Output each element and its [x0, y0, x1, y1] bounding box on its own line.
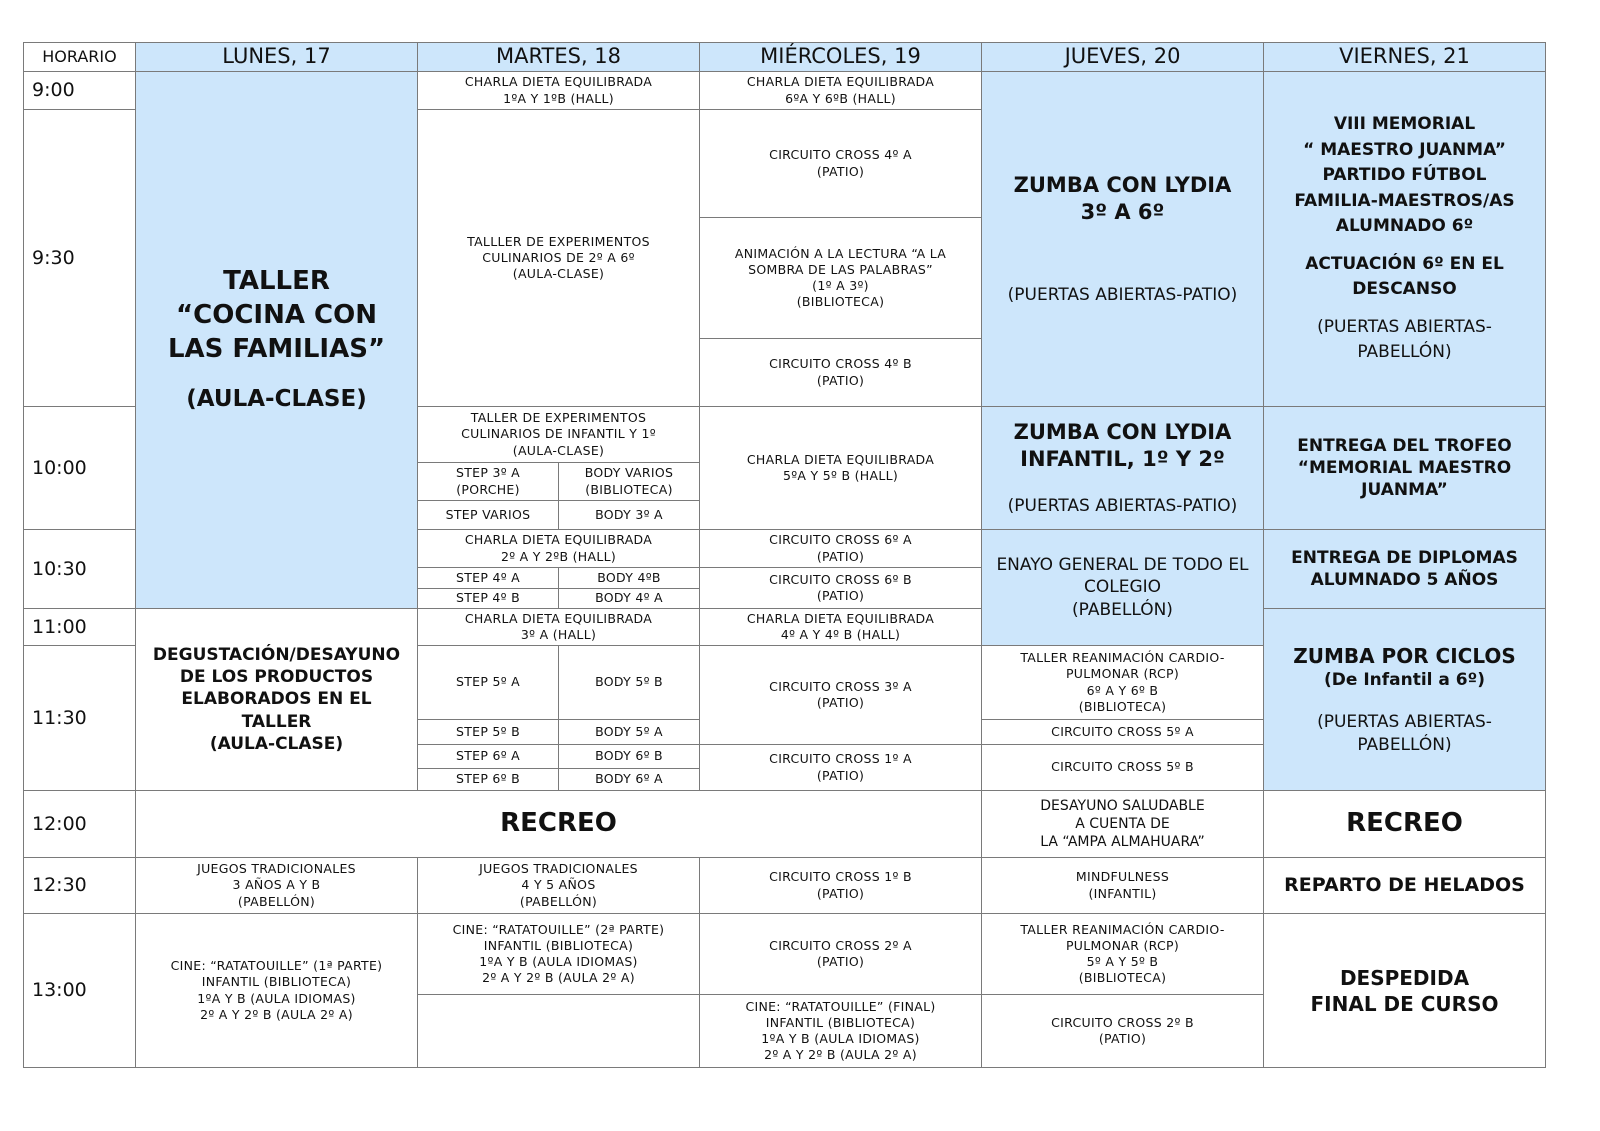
- activity-title: DESPEDIDA: [1339, 965, 1470, 990]
- activity-line: (BIBLIOTECA): [585, 481, 673, 497]
- activity-title: REPARTO DE HELADOS: [1284, 874, 1525, 897]
- activity-line: JUEGOS TRADICIONALES: [479, 861, 638, 877]
- activity-zumba-3-6: [981, 71, 1264, 407]
- activity-charla-2: [417, 529, 700, 568]
- activity-line: 2º A Y 2ºB (HALL): [500, 548, 617, 564]
- activity-charla-3: [417, 608, 700, 646]
- activity-line: 4 Y 5 AÑOS: [521, 877, 596, 893]
- header-day-miercoles: [699, 42, 982, 72]
- activity-title: TALLER: [223, 266, 330, 297]
- activity-step-5b: [417, 719, 559, 745]
- activity-line: CIRCUITO CROSS 4º A: [769, 147, 912, 163]
- activity-line: (PATIO): [816, 954, 865, 969]
- activity-line: TALLER DE EXPERIMENTOS: [470, 410, 647, 426]
- activity-line: (PATIO): [1098, 1031, 1147, 1046]
- activity-title: FINAL DE CURSO: [1310, 991, 1499, 1016]
- activity-title: ZUMBA CON LYDIA: [1013, 419, 1232, 444]
- activity-line: CIRCUITO CROSS 6º A: [769, 532, 912, 548]
- activity-line: (PATIO): [816, 163, 865, 179]
- activity-taller-cocina: [135, 71, 418, 609]
- activity-charla-5: [699, 406, 982, 530]
- activity-line: “ MAESTRO JUANMA”: [1303, 139, 1506, 160]
- activity-line: FAMILIA-MAESTROS/AS: [1294, 190, 1515, 211]
- activity-line: 2º A Y 2º B (AULA 2º A): [764, 1047, 917, 1063]
- activity-line: CIRCUITO CROSS 1º A: [769, 751, 912, 767]
- activity-reparto-helados: [1263, 857, 1546, 914]
- activity-cross-5b: [981, 744, 1264, 791]
- activity-line: ENAYO GENERAL DE TODO EL: [996, 555, 1249, 576]
- activity-body-5a: [558, 719, 700, 745]
- activity-line: (AULA-CLASE): [512, 442, 605, 458]
- time-label: 13:00: [32, 979, 87, 1002]
- time-slot: [23, 608, 136, 646]
- activity-line: ALUMNADO 6º: [1335, 216, 1474, 237]
- activity-line: BODY 5º B: [595, 674, 663, 690]
- activity-location: (PUERTAS ABIERTAS-: [1317, 712, 1492, 733]
- activity-line: PULMONAR (RCP): [1065, 937, 1180, 953]
- activity-line: TALLER REANIMACIÓN CARDIO-: [1020, 650, 1225, 665]
- time-slot: [23, 529, 136, 609]
- activity-juegos-3anos: [135, 857, 418, 914]
- activity-line: 3º A (HALL): [520, 627, 597, 642]
- activity-line: 2º A Y 2º B (AULA 2º A): [200, 1006, 353, 1022]
- time-label: 12:30: [32, 874, 87, 897]
- activity-cross-2b: [981, 994, 1264, 1068]
- activity-step-6b: [417, 768, 559, 791]
- activity-charla-1: [417, 71, 700, 110]
- activity-line: (PATIO): [816, 767, 865, 783]
- activity-animacion-lectura: [699, 217, 982, 339]
- activity-line: ACTUACIÓN 6º EN EL: [1305, 253, 1504, 274]
- time-slot: [23, 645, 136, 791]
- activity-cross-6b: [699, 567, 982, 609]
- activity-title: ZUMBA POR CICLOS: [1293, 644, 1516, 669]
- activity-line: MINDFULNESS: [1075, 869, 1170, 885]
- activity-body-4a: [558, 588, 700, 609]
- activity-line: (PABELLÓN): [237, 893, 316, 909]
- activity-line: DE LOS PRODUCTOS: [179, 667, 374, 688]
- activity-line: STEP 6º B: [455, 771, 521, 787]
- header-horario-label: HORARIO: [42, 46, 117, 66]
- activity-ensayo-general: [981, 529, 1264, 646]
- time-slot: [23, 913, 136, 1068]
- activity-line: ALUMNADO 5 AÑOS: [1310, 570, 1499, 590]
- activity-line: CINE: “RATATOUILLE” (2ª PARTE): [452, 921, 665, 937]
- time-slot: [23, 71, 136, 110]
- activity-line: CHARLA DIETA EQUILIBRADA: [464, 532, 653, 548]
- activity-line: BODY 6º B: [595, 748, 663, 764]
- recreo-block: [135, 790, 982, 858]
- time-slot: [23, 109, 136, 407]
- activity-line: DESCANSO: [1352, 279, 1457, 300]
- activity-line: CHARLA DIETA EQUILIBRADA: [464, 610, 653, 626]
- activity-line: 5ºA Y 5º B (HALL): [782, 468, 899, 483]
- activity-line: CHARLA DIETA EQUILIBRADA: [464, 74, 653, 90]
- activity-charla-6: [699, 71, 982, 110]
- activity-rcp-6: [981, 645, 1264, 720]
- activity-memorial: [1263, 71, 1546, 407]
- time-slot: [23, 790, 136, 858]
- time-label: 11:00: [32, 615, 87, 638]
- activity-line: (BIBLIOTECA): [1078, 698, 1167, 714]
- activity-cross-2a: [699, 913, 982, 995]
- activity-cine-final: [699, 994, 982, 1068]
- activity-line: STEP 3º A: [455, 465, 521, 481]
- activity-line: (BIBLIOTECA): [796, 294, 885, 310]
- activity-line: STEP 4º A: [455, 569, 521, 585]
- activity-location: (AULA-CLASE): [186, 385, 367, 412]
- activity-title: 3º A 6º: [1080, 199, 1165, 224]
- header-day-martes: [417, 42, 700, 72]
- activity-line: ENTREGA DEL TROFEO: [1297, 435, 1512, 456]
- activity-zumba-infantil: [981, 406, 1264, 530]
- activity-cine-2: [417, 913, 700, 995]
- activity-charla-4: [699, 608, 982, 646]
- time-label: 9:00: [32, 79, 75, 102]
- activity-juegos-4-5anos: [417, 857, 700, 914]
- activity-line: ANIMACIÓN A LA LECTURA “A LA: [734, 245, 947, 261]
- activity-line: PULMONAR (RCP): [1065, 666, 1180, 682]
- activity-line: STEP 4º B: [455, 590, 521, 606]
- time-label: 10:30: [32, 557, 87, 580]
- activity-title: INFANTIL, 1º Y 2º: [1020, 446, 1225, 471]
- activity-step-4b: [417, 588, 559, 609]
- activity-line: 6º A Y 6º B: [1086, 682, 1159, 698]
- activity-line: (PABELLÓN): [1072, 599, 1173, 620]
- activity-line: CHARLA DIETA EQUILIBRADA: [746, 451, 935, 467]
- activity-body-5b: [558, 645, 700, 720]
- activity-line: 2º A Y 2º B (AULA 2º A): [482, 970, 635, 986]
- activity-line: 4º A Y 4º B (HALL): [780, 627, 901, 642]
- activity-zumba-ciclos: [1263, 608, 1546, 791]
- activity-location: PABELLÓN): [1357, 734, 1452, 755]
- recreo-block-viernes: [1263, 790, 1546, 858]
- activity-line: PABELLÓN): [1357, 342, 1452, 363]
- header-day-label: MIÉRCOLES, 19: [760, 44, 921, 69]
- activity-line: CULINARIOS DE 2º A 6º: [482, 249, 635, 265]
- activity-line: JUANMA”: [1361, 480, 1448, 501]
- activity-line: PARTIDO FÚTBOL: [1322, 165, 1487, 186]
- activity-line: (PATIO): [816, 372, 865, 388]
- activity-degustacion: [135, 608, 418, 791]
- activity-line: (PORCHE): [456, 481, 520, 497]
- activity-body-6b: [558, 744, 700, 769]
- activity-line: BODY 3º A: [595, 506, 663, 522]
- activity-line: BODY 5º A: [595, 723, 663, 739]
- activity-cross-4b: [699, 338, 982, 407]
- activity-body-4b: [558, 567, 700, 589]
- activity-line: 1ºA Y B (AULA IDIOMAS): [761, 1031, 920, 1046]
- activity-line: CIRCUITO CROSS 3º A: [769, 678, 912, 694]
- activity-line: VIII MEMORIAL: [1333, 114, 1476, 135]
- recreo-label: RECREO: [500, 808, 617, 839]
- activity-line: BODY 6º A: [595, 771, 663, 787]
- activity-cross-3a: [699, 645, 982, 745]
- header-day-label: VIERNES, 21: [1339, 44, 1470, 69]
- activity-line: ELABORADOS EN EL: [181, 689, 372, 710]
- activity-line: (1º A 3º): [812, 278, 869, 293]
- activity-entrega-trofeo: [1263, 406, 1546, 530]
- activity-line: 3 AÑOS A Y B: [232, 877, 321, 893]
- activity-location: (PUERTAS ABIERTAS-PATIO): [1007, 285, 1238, 306]
- activity-line: CIRCUITO CROSS 5º A: [1051, 723, 1194, 739]
- activity-line: SOMBRA DE LAS PALABRAS”: [748, 261, 933, 277]
- activity-line: (BIBLIOTECA): [1078, 970, 1167, 986]
- time-slot: [23, 857, 136, 914]
- activity-line: (PABELLÓN): [519, 893, 598, 909]
- activity-line: 6ºA Y 6ºB (HALL): [785, 90, 896, 106]
- activity-line: CIRCUITO CROSS 2º A: [769, 937, 912, 953]
- activity-line: 5º A Y 5º B: [1086, 954, 1159, 969]
- activity-line: STEP VARIOS: [445, 506, 531, 522]
- activity-line: INFANTIL (BIBLIOTECA): [201, 974, 352, 990]
- activity-line: (PATIO): [816, 588, 865, 603]
- activity-title: ZUMBA CON LYDIA: [1013, 172, 1232, 197]
- activity-line: INFANTIL (BIBLIOTECA): [483, 937, 634, 953]
- header-day-label: LUNES, 17: [222, 44, 331, 69]
- activity-cross-1a: [699, 744, 982, 791]
- activity-desayuno-saludable: [981, 790, 1264, 858]
- activity-line: TALLLER DE EXPERIMENTOS: [467, 233, 650, 249]
- time-label: 12:00: [32, 812, 87, 835]
- activity-line: CIRCUITO CROSS 2º B: [1051, 1014, 1194, 1030]
- activity-line: (PUERTAS ABIERTAS-: [1317, 316, 1492, 337]
- activity-line: DEGUSTACIÓN/DESAYUNO: [152, 645, 401, 666]
- activity-line: (AULA-CLASE): [209, 733, 344, 754]
- activity-line: (De Infantil a 6º): [1323, 670, 1485, 691]
- activity-entrega-diplomas: [1263, 529, 1546, 609]
- activity-line: COLEGIO: [1083, 577, 1162, 598]
- activity-cross-1b: [699, 857, 982, 914]
- activity-cross-4a: [699, 109, 982, 218]
- activity-line: “MEMORIAL MAESTRO: [1297, 457, 1512, 478]
- activity-line: CIRCUITO CROSS 1º B: [769, 869, 912, 885]
- activity-line: (PATIO): [816, 885, 865, 901]
- activity-line: INFANTIL (BIBLIOTECA): [765, 1014, 916, 1030]
- activity-line: CIRCUITO CROSS 4º B: [769, 356, 912, 372]
- activity-step-6a: [417, 744, 559, 769]
- activity-line: (PATIO): [816, 695, 865, 710]
- activity-line: ENTREGA DE DIPLOMAS: [1291, 547, 1518, 568]
- activity-line: BODY 4ºB: [597, 569, 661, 585]
- header-day-jueves: [981, 42, 1264, 72]
- header-day-label: MARTES, 18: [495, 44, 622, 69]
- header-day-lunes: [135, 42, 418, 72]
- activity-line: STEP 5º B: [455, 723, 521, 739]
- time-label: 10:00: [32, 456, 87, 479]
- activity-cross-5a: [981, 719, 1264, 745]
- activity-line: JUEGOS TRADICIONALES: [197, 861, 356, 877]
- activity-title: LAS FAMILIAS”: [167, 333, 386, 364]
- activity-title: “COCINA CON: [176, 300, 377, 331]
- activity-line: CHARLA DIETA EQUILIBRADA: [746, 610, 935, 626]
- empty-cell: [417, 994, 700, 1068]
- activity-line: (INFANTIL): [1088, 885, 1157, 901]
- activity-line: 1ºA Y B (AULA IDIOMAS): [479, 954, 638, 969]
- activity-line: CINE: “RATATOUILLE” (FINAL): [745, 998, 936, 1014]
- activity-cine-1: [135, 913, 418, 1068]
- recreo-label: RECREO: [1346, 808, 1463, 839]
- activity-line: LA “AMPA ALMAHUARA”: [1040, 834, 1205, 851]
- activity-taller-experimentos-1: [417, 109, 700, 407]
- activity-line: DESAYUNO SALUDABLE: [1040, 797, 1205, 814]
- header-day-viernes: [1263, 42, 1546, 72]
- time-label: 11:30: [32, 706, 87, 729]
- activity-line: 1ºA Y B (AULA IDIOMAS): [197, 990, 356, 1006]
- activity-step-3a: [417, 462, 559, 501]
- header-horario: [23, 42, 136, 72]
- activity-line: CINE: “RATATOUILLE” (1ª PARTE): [170, 958, 383, 973]
- activity-step-varios: [417, 500, 559, 530]
- header-day-label: JUEVES, 20: [1064, 44, 1181, 69]
- activity-line: TALLER REANIMACIÓN CARDIO-: [1020, 921, 1225, 937]
- activity-line: A CUENTA DE: [1075, 815, 1170, 832]
- activity-line: CULINARIOS DE INFANTIL Y 1º: [461, 426, 656, 442]
- activity-step-4a: [417, 567, 559, 589]
- activity-rcp-5: [981, 913, 1264, 995]
- activity-line: BODY VARIOS: [584, 465, 674, 481]
- time-slot: [23, 406, 136, 530]
- activity-line: TALLER: [241, 711, 312, 732]
- activity-body-6a: [558, 768, 700, 791]
- activity-line: CIRCUITO CROSS 5º B: [1051, 759, 1194, 775]
- activity-line: 1ºA Y 1ºB (HALL): [503, 90, 614, 106]
- activity-location: (PUERTAS ABIERTAS-PATIO): [1007, 496, 1238, 517]
- activity-line: (AULA-CLASE): [512, 266, 605, 282]
- activity-step-5a: [417, 645, 559, 720]
- activity-line: STEP 6º A: [455, 748, 521, 764]
- time-label: 9:30: [32, 246, 75, 269]
- activity-line: STEP 5º A: [455, 674, 521, 690]
- activity-body-varios: [558, 462, 700, 501]
- activity-taller-experimentos-2: [417, 406, 700, 463]
- activity-cross-6a: [699, 529, 982, 568]
- activity-line: CIRCUITO CROSS 6º B: [769, 571, 912, 587]
- activity-line: BODY 4º A: [595, 590, 663, 606]
- activity-body-3a: [558, 500, 700, 530]
- activity-line: CHARLA DIETA EQUILIBRADA: [746, 74, 935, 90]
- activity-despedida: [1263, 913, 1546, 1068]
- activity-mindfulness: [981, 857, 1264, 914]
- activity-line: (PATIO): [816, 548, 865, 564]
